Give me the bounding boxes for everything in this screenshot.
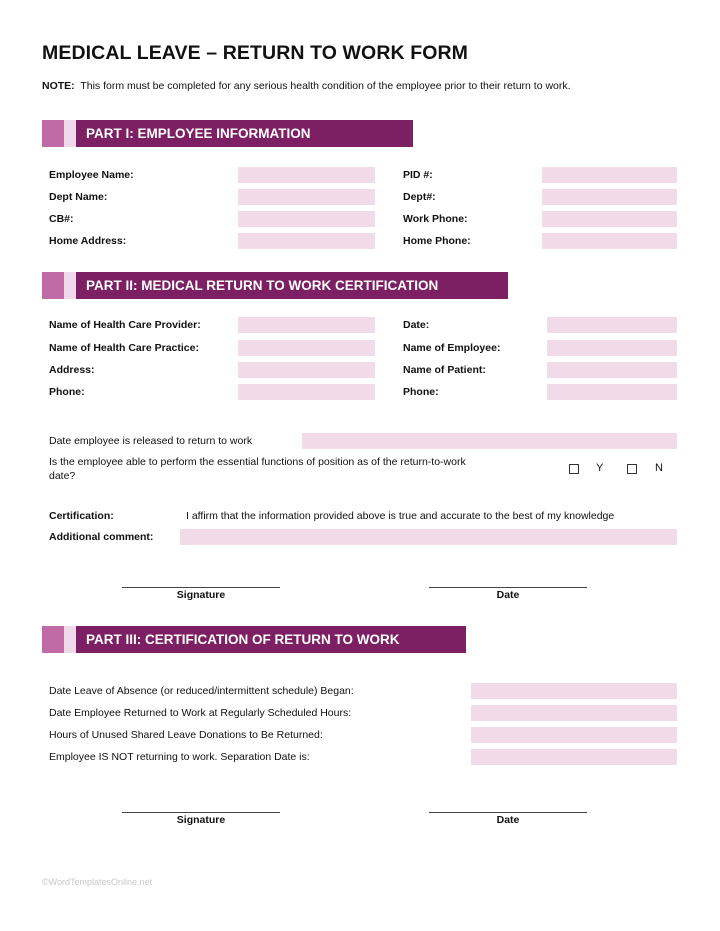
home-phone-label: Home Phone: [403, 235, 471, 247]
part3-header [42, 626, 466, 653]
employee-name-label: Employee Name: [49, 169, 134, 181]
provider-phone-label: Phone: [49, 386, 85, 398]
address-label: Address: [49, 364, 95, 376]
practice-label: Name of Health Care Practice: [49, 342, 199, 354]
returned-label: Date Employee Returned to Work at Regularly Scheduled Hours: [49, 707, 352, 719]
practice-field[interactable] [238, 340, 375, 356]
watermark: ©WordTemplatesOnline.net [42, 877, 153, 887]
cb-label: CB#: [49, 213, 74, 225]
certification-label: Certification: [49, 510, 114, 522]
yes-checkbox[interactable] [569, 464, 579, 474]
question-line1: Is the employee able to perform the essential functions of position as of the return-to-work [49, 456, 466, 468]
returned-field[interactable] [471, 705, 677, 721]
phone-label: Phone: [403, 386, 439, 398]
dept-name-field[interactable] [238, 189, 375, 205]
leave-began-label: Date Leave of Absence (or reduced/intermittent schedule) Began: [49, 685, 354, 697]
part2-title: PART II: MEDICAL RETURN TO WORK CERTIFICATION [86, 278, 439, 293]
part3-title: PART III: CERTIFICATION OF RETURN TO WORK [86, 632, 400, 647]
comment-label: Additional comment: [49, 531, 154, 543]
work-phone-field[interactable] [542, 211, 677, 227]
question-line2: date? [49, 470, 76, 482]
leave-began-field[interactable] [471, 683, 677, 699]
part1-header [42, 120, 413, 147]
employee-field[interactable] [547, 340, 677, 356]
part2-header [42, 272, 508, 299]
patient-label: Name of Patient: [403, 364, 486, 376]
employee-label: Name of Employee: [403, 342, 501, 354]
pid-field[interactable] [542, 167, 677, 183]
signature-line[interactable] [122, 587, 280, 588]
work-phone-label: Work Phone: [403, 213, 468, 225]
separation-field[interactable] [471, 749, 677, 765]
date-line[interactable] [429, 587, 587, 588]
yes-label: Y [596, 462, 604, 474]
provider-phone-field[interactable] [238, 384, 375, 400]
date-label: Date [496, 589, 520, 601]
certification-text: I affirm that the information provided above is true and accurate to the best of my knowledge [186, 510, 615, 522]
note [42, 80, 571, 92]
separation-label: Employee IS NOT returning to work. Separation Date is: [49, 751, 310, 763]
dept-name-label: Dept Name: [49, 191, 108, 203]
part3-signature-label: Signature [176, 814, 226, 826]
unused-hours-field[interactable] [471, 727, 677, 743]
dept-number-field[interactable] [542, 189, 677, 205]
note-text: This form must be completed for any serious health condition of the employee prior to their return to work. [80, 80, 571, 92]
provider-field[interactable] [238, 317, 375, 333]
signature-label: Signature [176, 589, 226, 601]
unused-hours-label: Hours of Unused Shared Leave Donations to Be Returned: [49, 729, 323, 741]
part3-date-label: Date [496, 814, 520, 826]
part3-signature-line[interactable] [122, 812, 280, 813]
employee-name-field[interactable] [238, 167, 375, 183]
cert-date-label: Date: [403, 319, 430, 331]
form-title: MEDICAL LEAVE – RETURN TO WORK FORM [42, 42, 469, 64]
no-label: N [655, 462, 663, 474]
dept-number-label: Dept#: [403, 191, 436, 203]
home-phone-field[interactable] [542, 233, 677, 249]
cb-field[interactable] [238, 211, 375, 227]
cert-date-field[interactable] [547, 317, 677, 333]
no-checkbox[interactable] [627, 464, 637, 474]
home-address-label: Home Address: [49, 235, 127, 247]
phone-field[interactable] [547, 384, 677, 400]
part1-title: PART I: EMPLOYEE INFORMATION [86, 126, 311, 141]
note-label: NOTE: [42, 80, 75, 92]
part3-date-line[interactable] [429, 812, 587, 813]
pid-label: PID #: [403, 169, 433, 181]
patient-field[interactable] [547, 362, 677, 378]
home-address-field[interactable] [238, 233, 375, 249]
comment-field[interactable] [180, 529, 677, 545]
release-date-field[interactable] [302, 433, 677, 449]
provider-label: Name of Health Care Provider: [49, 319, 201, 331]
address-field[interactable] [238, 362, 375, 378]
release-date-label: Date employee is released to return to work [49, 435, 253, 447]
